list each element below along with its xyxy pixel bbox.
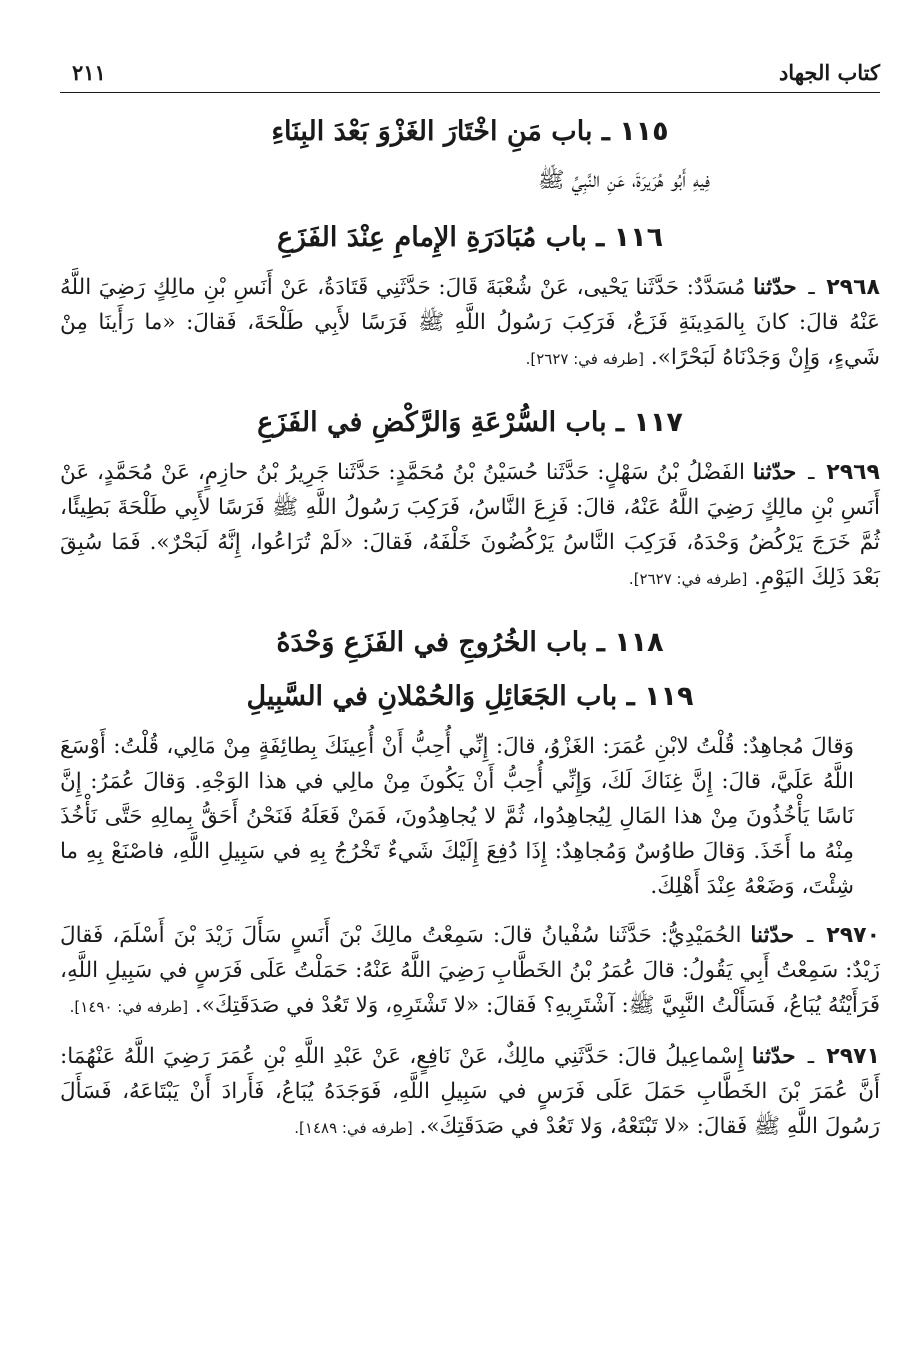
chapter-title: باب مَنِ اخْتَارَ الغَزْوَ بَعْدَ البِنَاءِ <box>271 116 593 147</box>
hadith-paragraph <box>60 270 880 377</box>
dash: ـ <box>808 460 815 485</box>
chapter-heading <box>60 401 880 445</box>
chapter-heading <box>60 621 880 665</box>
dash: ـ <box>616 407 624 438</box>
running-title: كتاب الجهاد <box>778 60 880 85</box>
chapter-number: ١١٨ <box>614 627 664 658</box>
page-content <box>60 110 880 1160</box>
dash: ـ <box>596 222 605 253</box>
hadith-text: الحُمَيْدِيُّ: حَدَّثَنا سُفْيانُ قالَ: سَمِعْتُ مالِكَ بْنَ أَنَسٍ سَأَلَ زَيْدَ بْنَ أَسْلَمَ، فَقالَ زَيْدٌ: سَمِعْتُ أَبِي يَقُولُ: قالَ عُمَرُ بْنُ الخَطَّابِ رَضِيَ اللَّهُ عَنْهُ: حَمَلْتُ عَلَى فَرَسٍ في سَبِيلِ اللَّهِ، فَرَأَيْتُهُ يُبَاعُ، فَسَأَلْتُ النَّبِيَّ ﷺ: آشْتَرِيهِ؟ فَقالَ: «لا تَشْتَرِهِ، وَلا تَعُدْ في صَدَقَتِكَ». <box>60 923 880 1018</box>
book-page <box>60 0 880 1367</box>
chapter-number: ١١٧ <box>633 407 683 438</box>
hadith-text: إِسْماعِيلُ قالَ: حَدَّثَنِي مالِكٌ، عَنْ نَافِعٍ، عَنْ عَبْدِ اللَّهِ بْنِ عُمَرَ رَضِيَ اللَّهُ عَنْهُمَا: أَنَّ عُمَرَ بْنَ الخَطَّابِ حَمَلَ عَلَى فَرَسٍ في سَبِيلِ اللَّهِ، فَوَجَدَهُ يُبَاعُ، فَأَرادَ أَنْ يَبْتَاعَهُ، فَسَأَلَ رَسُولَ اللَّهِ ﷺ فَقالَ: «لا تَبْتَعْهُ، وَلا تَعُدْ في صَدَقَتِكَ». <box>60 1044 880 1139</box>
hadith-number: ٢٩٧٠ <box>826 923 880 948</box>
chapter-number: ١١٦ <box>613 222 664 253</box>
chapter-note: فِيهِ أَبُو هُرَيرَةَ، عَنِ النَّبِيِّ ﷺ <box>538 168 710 193</box>
chapter-number: ١١٩ <box>644 681 694 712</box>
chapter-heading <box>60 110 880 154</box>
hadith-paragraph <box>60 918 880 1025</box>
dash: ـ <box>807 1044 815 1069</box>
hadith-text: الفَضْلُ بْنُ سَهْلٍ: حَدَّثَنا حُسَيْنُ بْنُ مُحَمَّدٍ: حَدَّثَنا جَرِيرُ بْنُ حازِمٍ، عَنْ مُحَمَّدٍ، عَنْ أَنَسِ بْنِ مالِكٍ رَضِيَ اللَّهُ عَنْهُ، قالَ: فَزِعَ النَّاسُ، فَرَكِبَ رَسُولُ اللَّهِ ﷺ فَرَسًا لأَبِي طَلْحَةَ بَطِيئًا، ثُمَّ خَرَجَ يَرْكُضُ وَحْدَهُ، فَرَكِبَ النَّاسُ يَرْكُضُونَ خَلْفَهُ، فَقالَ: «لَمْ تُرَاعُوا، إِنَّهُ لَبَحْرٌ». فَمَا سُبِقَ بَعْدَ ذَلِكَ اليَوْمِ. <box>60 460 880 590</box>
hadith-text: مُسَدَّدٌ: حَدَّثَنا يَحْيى، عَنْ شُعْبَةَ قَالَ: حَدَّثَنِي قَتَادَةُ، عَنْ أَنَسِ بْنِ مالِكٍ رَضِيَ اللَّهُ عَنْهُ قالَ: كانَ بِالمَدِينَةِ فَزَعٌ، فَرَكِبَ رَسُولُ اللَّهِ ﷺ فَرَسًا لأَبِي طَلْحَةَ، فَقالَ: «ما رَأَينَا مِنْ شَيءٍ، وَإِنْ وَجَدْنَاهُ لَبَحْرًا». <box>60 275 880 370</box>
hadith-number: ٢٩٦٩ <box>826 460 880 485</box>
dash: ـ <box>601 116 610 147</box>
dash: ـ <box>596 627 605 658</box>
dash: ـ <box>626 681 635 712</box>
hadith-opening: حدّثنا <box>750 923 795 948</box>
hadith-number: ٢٩٦٨ <box>826 275 880 300</box>
hadith-number: ٢٩٧١ <box>826 1044 880 1069</box>
chapter-heading <box>60 216 880 260</box>
dash: ـ <box>808 275 815 300</box>
mujahid-paragraph: وَقالَ مُجاهِدٌ: قُلْتُ لابْنِ عُمَرَ: الغَزْوُ، قالَ: إِنِّي أُحِبُّ أَنْ أُعِينَكَ بِطائِفَةٍ مِنْ مَالِي، قُلْتُ: أَوْسَعَ اللَّهُ عَلَيَّ، قالَ: إِنَّ غِنَاكَ لَكَ، وَإِنِّي أُحِبُّ أَنْ يَكُونَ مِنْ مالِي في هذا الوَجْهِ. وَقالَ عُمَرُ: إِنَّ نَاسًا يَأْخُذُونَ مِنْ هذا المَالِ لِيُجاهِدُوا، ثُمَّ لا يُجاهِدُونَ، فَمَنْ فَعَلَهُ فَنَحْنُ أَحَقُّ بِمالِهِ حَتَّى نَأْخُذَ مِنْهُ ما أَخَذَ. وَقالَ طاوُسٌ وَمُجاهِدٌ: إِذَا دُفِعَ إِلَيْكَ شَيءٌ تَخْرُجُ بِهِ في سَبِيلِ اللَّهِ، فاصْنَعْ بِهِ ما شِئْتَ، وَضَعْهُ عِنْدَ أَهْلِكَ. <box>60 734 854 899</box>
page-header <box>60 58 880 93</box>
chapter-title: باب مُبَادَرَةِ الإِمامِ عِنْدَ الفَزَعِ <box>276 222 587 253</box>
cross-reference: [طرفه في: ١٤٨٩]. <box>294 1119 413 1137</box>
dash: ـ <box>807 923 814 948</box>
hadith-paragraph <box>60 1039 880 1146</box>
chapter-title: باب الجَعَائِلِ وَالحُمْلانِ في السَّبِيلِ <box>246 681 618 712</box>
chapter-heading <box>60 675 880 719</box>
cross-reference: [طرفه في: ٢٦٢٧]. <box>628 570 748 588</box>
hadith-opening: حدّثنا <box>751 1044 796 1069</box>
page-number: ٢١١ <box>72 60 106 85</box>
cross-reference: [طرفه في: ١٤٩٠]. <box>69 998 189 1016</box>
chapter-number: ١١٥ <box>619 116 669 147</box>
chapter-title: باب الخُرُوجِ في الفَزَعِ وَحْدَهُ <box>276 627 588 658</box>
hadith-opening: حدّثنا <box>753 275 797 300</box>
cross-reference: [طرفه في: ٢٦٢٧]. <box>525 350 645 368</box>
hadith-paragraph <box>60 455 880 597</box>
hadith-opening: حدّثنا <box>752 460 797 485</box>
chapter-title: باب السُّرْعَةِ وَالرَّكْضِ في الفَزَعِ <box>257 407 607 438</box>
